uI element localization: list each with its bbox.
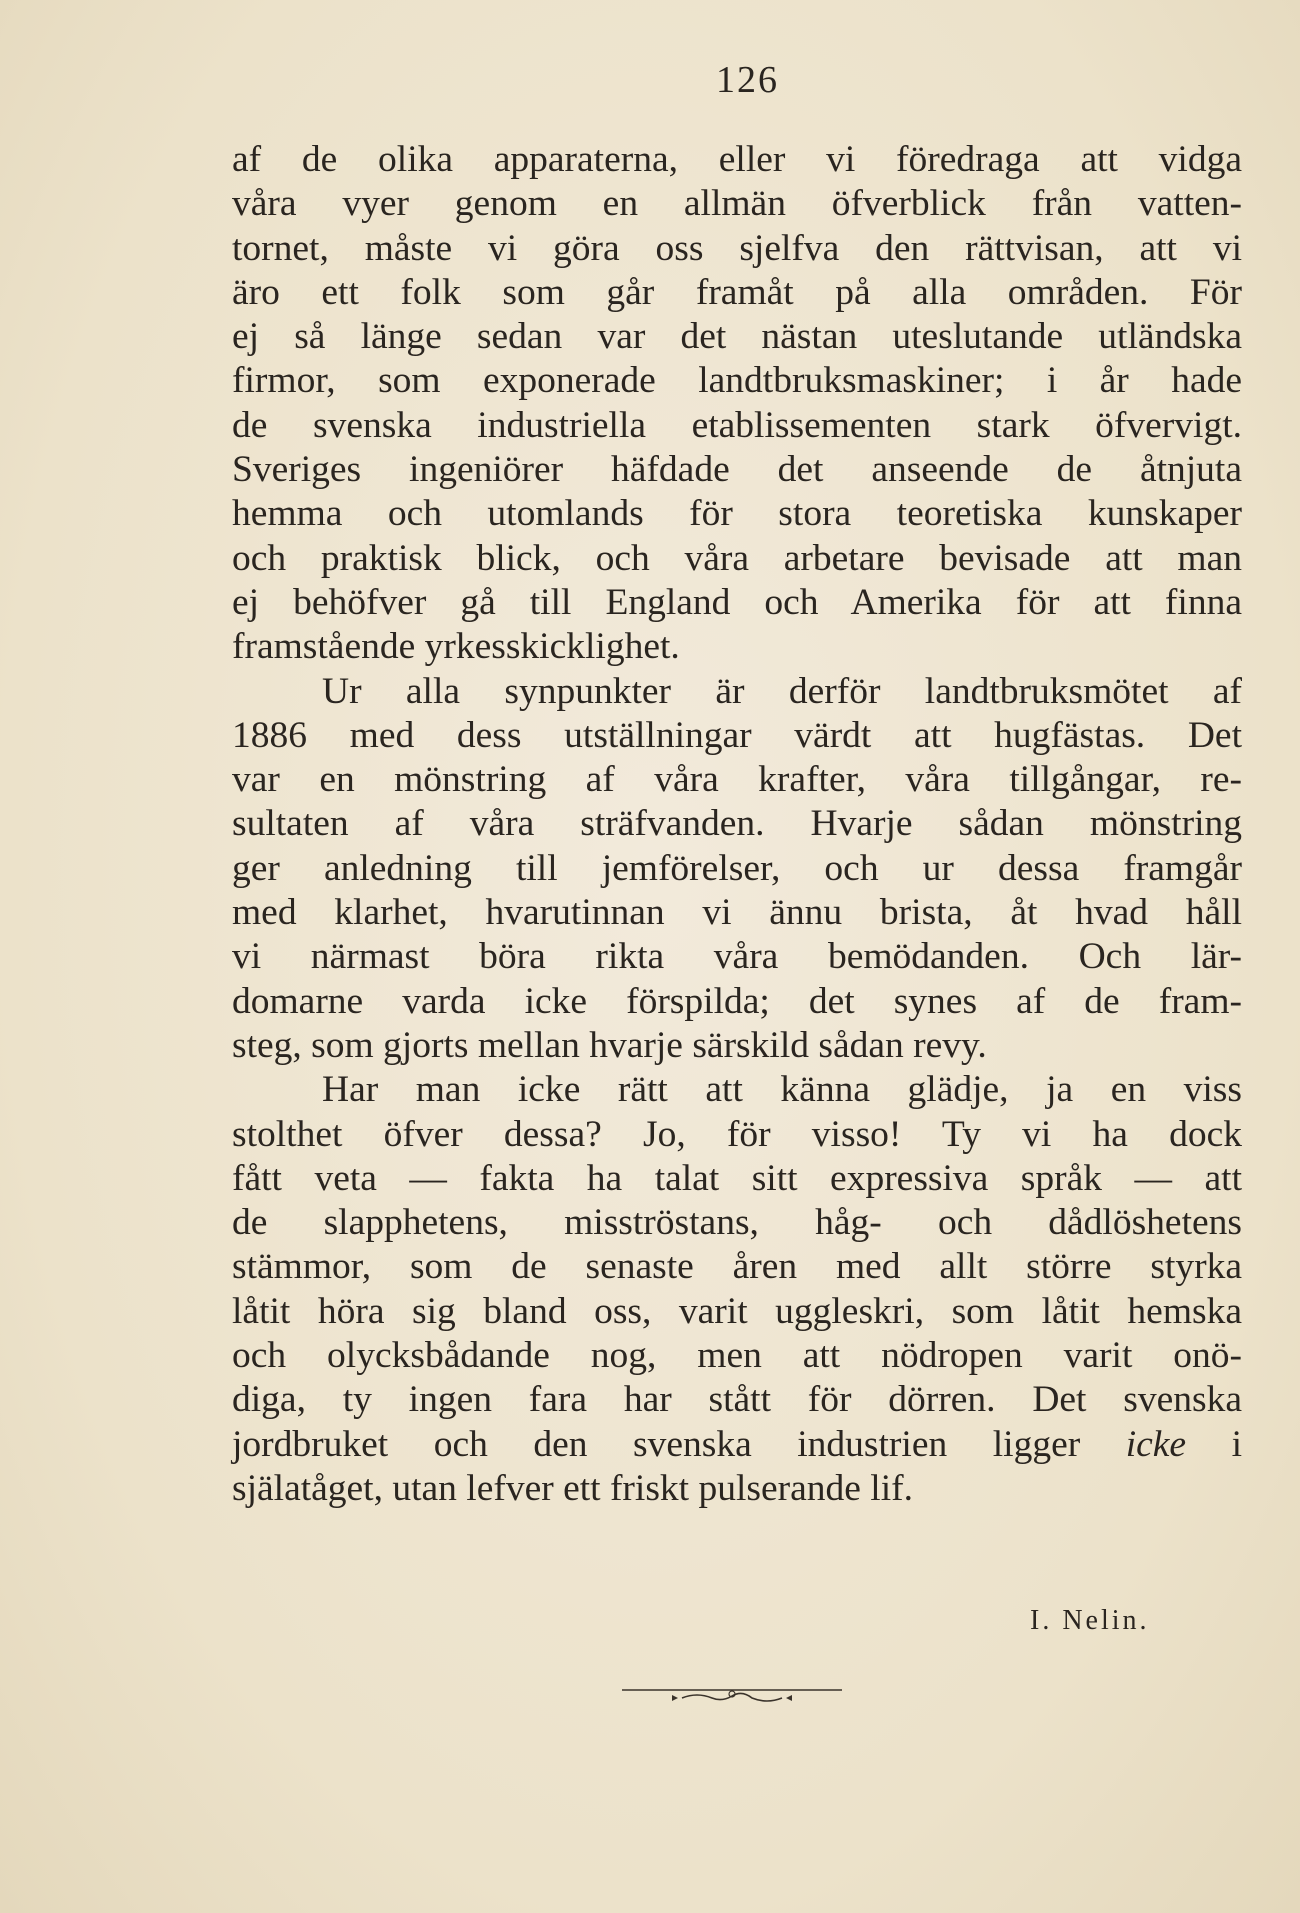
text-line: och olycksbådande nog, men att nödropen varit onö- (232, 1335, 1242, 1377)
text-line: sultaten af våra sträfvanden. Hvarje sådan mönstring (232, 803, 1242, 845)
text-line: stämmor, som de senaste åren med allt större styrka (232, 1246, 1242, 1288)
text-line: vi närmast böra rikta våra bemödanden. Och lär- (232, 936, 1242, 978)
text-line: med klarhet, hvarutinnan vi ännu brista, åt hvad håll (232, 892, 1242, 934)
text-line: ej behöfver gå till England och Amerika för att finna (232, 581, 1242, 623)
text-line: de slapphetens, misströstans, håg- och dådlöshetens (232, 1202, 1242, 1244)
text-line: var en mönstring af våra krafter, våra tillgångar, re- (232, 759, 1242, 801)
body-text (232, 138, 1242, 1511)
text-line: ej så länge sedan var det nästan uteslutande utländska (232, 316, 1242, 358)
text-line: Sveriges ingeniörer häfdade det anseende de åtnjuta (232, 449, 1242, 491)
text-line: domarne varda icke förspilda; det synes af de fram- (232, 980, 1242, 1022)
page-number: 126 (716, 59, 779, 101)
text-line: Ur alla synpunkter är derför landtbruksmötet af (322, 670, 1242, 712)
text-line: steg, som gjorts mellan hvarje särskild sådan revy. (232, 1024, 987, 1066)
text-line: våra vyer genom en allmän öfverblick från vatten- (232, 183, 1242, 225)
text-line: ger anledning till jemförelser, och ur dessa framgår (232, 847, 1242, 889)
text-line: äro ett folk som går framåt på alla områden. För (232, 271, 1242, 313)
text-line: själatåget, utan lefver ett friskt pulserande lif. (232, 1467, 913, 1509)
text-line: diga, ty ingen fara har stått för dörren. Det svenska (232, 1379, 1242, 1421)
text-line: tornet, måste vi göra oss sjelfva den rättvisan, att vi (232, 227, 1242, 269)
text-line: fått veta — fakta ha talat sitt expressiva språk — att (232, 1157, 1242, 1199)
text-line: och praktisk blick, och våra arbetare bevisade att man (232, 537, 1242, 579)
text-line: 1886 med dess utställningar värdt att hugfästas. Det (232, 714, 1242, 756)
author-signature: I. Nelin. (1030, 1605, 1150, 1636)
text-line: firmor, som exponerade landtbruksmaskiner; i år hade (232, 360, 1242, 402)
text-line: framstående yrkesskicklighet. (232, 626, 680, 668)
text-line: jordbruket och den svenska industrien ligger icke i (232, 1423, 1242, 1465)
end-ornament-icon (622, 1680, 842, 1714)
text-line: låtit höra sig bland oss, varit uggleskri, som låtit hemska (232, 1290, 1242, 1332)
text-line: hemma och utomlands för stora teoretiska kunskaper (232, 493, 1242, 535)
text-line: de svenska industriella etablissementen stark öfvervigt. (232, 404, 1242, 446)
text-line: stolthet öfver dessa? Jo, för visso! Ty vi ha dock (232, 1113, 1242, 1155)
text-line: af de olika apparaterna, eller vi föredraga att vidga (232, 139, 1242, 180)
text-line: Har man icke rätt att känna glädje, ja en viss (322, 1069, 1242, 1111)
